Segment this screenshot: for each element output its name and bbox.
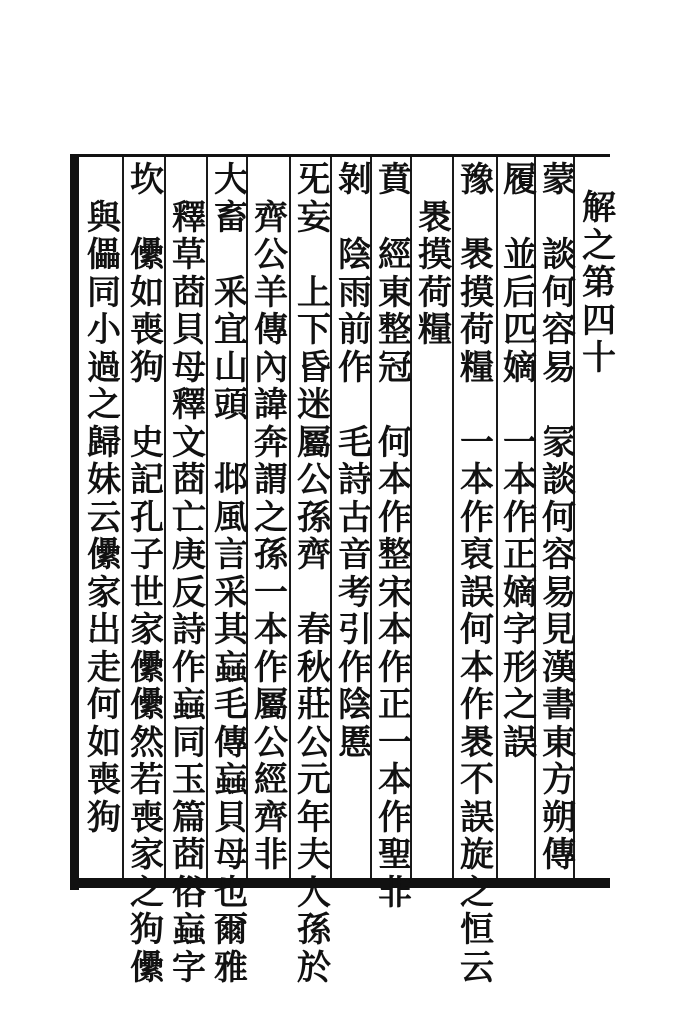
text-char: 玉 bbox=[172, 760, 206, 800]
text-char: 本 bbox=[378, 460, 412, 500]
text-char: 孫 bbox=[254, 535, 288, 575]
text-char: 摸 bbox=[418, 235, 452, 275]
text-char: 何 bbox=[87, 685, 121, 725]
text-char: 貝 bbox=[214, 797, 248, 838]
text-char: 一 bbox=[503, 422, 537, 463]
text-char: 一 bbox=[378, 722, 412, 763]
text-char: 狗 bbox=[130, 347, 164, 388]
text-char bbox=[413, 162, 457, 200]
text-char: 作 bbox=[460, 685, 494, 725]
text-char: 子 bbox=[130, 535, 164, 575]
text-char: 莊 bbox=[297, 685, 331, 725]
text-char: 傳 bbox=[214, 722, 248, 763]
text-char: 蝱 bbox=[172, 685, 206, 725]
heading-char: 之 bbox=[582, 225, 616, 266]
text-char: 儽 bbox=[130, 235, 164, 275]
text-char bbox=[249, 162, 293, 200]
text-char bbox=[209, 425, 253, 463]
text-char: 其 bbox=[214, 610, 248, 650]
text-char bbox=[209, 237, 253, 275]
text-char: 蝱 bbox=[172, 910, 206, 950]
text-char: 作 bbox=[378, 497, 412, 538]
text-char: 記 bbox=[130, 460, 164, 500]
text-char: 非 bbox=[254, 835, 288, 875]
text-char: 非 bbox=[378, 872, 412, 913]
text-column bbox=[82, 162, 126, 874]
text-char: 齊 bbox=[297, 535, 331, 575]
text-char: 云 bbox=[460, 947, 494, 988]
text-char: 陰 bbox=[338, 685, 372, 725]
text-char: 公 bbox=[297, 722, 331, 763]
text-char: 本 bbox=[503, 460, 537, 500]
text-char: 誤 bbox=[460, 572, 494, 613]
text-char: 妹 bbox=[87, 460, 121, 500]
text-char: 一 bbox=[460, 422, 494, 463]
text-char: 過 bbox=[87, 347, 121, 388]
text-char: 容 bbox=[542, 535, 576, 575]
text-char: 釆 bbox=[214, 272, 248, 313]
text-char: 見 bbox=[542, 610, 576, 650]
text-char: 狗 bbox=[87, 797, 121, 838]
text-char: 一 bbox=[254, 572, 288, 613]
text-char: 整 bbox=[378, 535, 412, 575]
text-char: 若 bbox=[130, 760, 164, 800]
text-char: 糧 bbox=[460, 347, 494, 388]
text-char: 俗 bbox=[172, 872, 206, 913]
text-char: 嫡 bbox=[503, 347, 537, 388]
text-char: 莔 bbox=[172, 835, 206, 875]
text-char: 字 bbox=[503, 610, 537, 650]
text-char bbox=[167, 162, 211, 200]
text-char: 正 bbox=[503, 535, 537, 575]
text-char: 儽 bbox=[130, 647, 164, 688]
text-char: 齊 bbox=[254, 197, 288, 238]
text-char: 匹 bbox=[503, 310, 537, 350]
text-column bbox=[537, 162, 581, 874]
text-column bbox=[455, 160, 499, 988]
text-char: 狗 bbox=[130, 910, 164, 950]
text-char: 本 bbox=[460, 647, 494, 688]
text-char: 齊 bbox=[254, 797, 288, 838]
text-char: 言 bbox=[214, 535, 248, 575]
text-char: 采 bbox=[214, 572, 248, 613]
text-char: 同 bbox=[87, 272, 121, 313]
text-char: 世 bbox=[130, 572, 164, 613]
text-char: 后 bbox=[503, 272, 537, 313]
text-char: 摸 bbox=[460, 272, 494, 313]
text-char: 詩 bbox=[172, 610, 206, 650]
text-char: 本 bbox=[378, 610, 412, 650]
text-char: 字 bbox=[172, 947, 206, 988]
text-char: 莔 bbox=[172, 460, 206, 500]
text-char: 元 bbox=[297, 760, 331, 800]
text-char bbox=[333, 200, 377, 238]
text-char: 作 bbox=[254, 647, 288, 688]
text-char: 本 bbox=[254, 610, 288, 650]
text-char: 雨 bbox=[338, 272, 372, 313]
text-char: 與 bbox=[87, 197, 121, 238]
text-char: 家 bbox=[130, 610, 164, 650]
text-char bbox=[333, 387, 377, 425]
text-char: 蝱 bbox=[214, 760, 248, 800]
text-char: 何 bbox=[542, 497, 576, 538]
text-char: 褁 bbox=[418, 197, 452, 238]
text-char: 何 bbox=[460, 610, 494, 650]
text-char: 孫 bbox=[297, 910, 331, 950]
text-char: 裒 bbox=[460, 535, 494, 575]
text-char: 大 bbox=[214, 160, 248, 200]
text-char: 前 bbox=[338, 310, 372, 350]
text-char: 蒙 bbox=[542, 160, 576, 200]
text-char: 詩 bbox=[338, 460, 372, 500]
text-char: 荷 bbox=[418, 272, 452, 313]
text-char: 喪 bbox=[130, 797, 164, 838]
text-char: 易 bbox=[542, 347, 576, 388]
text-char: 陰 bbox=[338, 235, 372, 275]
text-char: 褁 bbox=[460, 722, 494, 763]
text-char: 之 bbox=[254, 497, 288, 538]
text-char: 宜 bbox=[214, 310, 248, 350]
text-char: 儽 bbox=[130, 947, 164, 988]
text-char: 坎 bbox=[130, 160, 164, 200]
text-char: 公 bbox=[254, 722, 288, 763]
text-char: 談 bbox=[542, 460, 576, 500]
text-char: 蝱 bbox=[214, 647, 248, 688]
text-char: 春 bbox=[297, 610, 331, 650]
text-char: 年 bbox=[297, 797, 331, 838]
text-char: 妄 bbox=[297, 197, 331, 238]
text-char: 如 bbox=[87, 722, 121, 763]
text-char: 經 bbox=[378, 235, 412, 275]
text-char: 荷 bbox=[460, 310, 494, 350]
text-char: 秋 bbox=[297, 647, 331, 688]
text-char: 誤 bbox=[503, 722, 537, 763]
text-char: 之 bbox=[87, 385, 121, 425]
text-char: 亡 bbox=[172, 497, 206, 538]
text-char: 史 bbox=[130, 422, 164, 463]
heading-char: 解 bbox=[582, 188, 616, 228]
text-char: 作 bbox=[338, 647, 372, 688]
text-char: 並 bbox=[503, 235, 537, 275]
text-char: 作 bbox=[503, 497, 537, 538]
text-char: 賁 bbox=[378, 160, 412, 200]
text-char: 屬 bbox=[297, 422, 331, 463]
text-char: 人 bbox=[297, 872, 331, 913]
frame-left-border bbox=[70, 154, 79, 890]
text-char: 母 bbox=[214, 835, 248, 875]
text-char: 邶 bbox=[214, 460, 248, 500]
text-char: 風 bbox=[214, 497, 248, 538]
text-char: 文 bbox=[172, 422, 206, 463]
text-char: 何 bbox=[542, 272, 576, 313]
text-char: 旡 bbox=[297, 160, 331, 200]
text-char: 公 bbox=[297, 460, 331, 500]
text-char: 頭 bbox=[214, 385, 248, 425]
text-char: 庚 bbox=[172, 535, 206, 575]
text-char: 談 bbox=[542, 235, 576, 275]
text-char: 本 bbox=[460, 460, 494, 500]
text-char: 宋 bbox=[378, 572, 412, 613]
text-char: 豫 bbox=[460, 160, 494, 200]
text-char: 嫡 bbox=[503, 572, 537, 613]
text-char: 本 bbox=[378, 760, 412, 800]
text-char bbox=[455, 387, 499, 425]
text-char: 毛 bbox=[214, 685, 248, 725]
text-char: 山 bbox=[214, 347, 248, 388]
text-char: 反 bbox=[172, 572, 206, 613]
text-char: 喪 bbox=[87, 760, 121, 800]
text-char: 也 bbox=[214, 872, 248, 913]
text-char: 屬 bbox=[254, 685, 288, 725]
text-char: 奔 bbox=[254, 422, 288, 463]
text-char: 同 bbox=[172, 722, 206, 763]
text-char: 下 bbox=[297, 310, 331, 350]
text-char: 家 bbox=[87, 572, 121, 613]
text-char: 爾 bbox=[214, 910, 248, 950]
text-char: 傳 bbox=[254, 310, 288, 350]
text-column bbox=[125, 160, 169, 988]
text-char: 莔 bbox=[172, 272, 206, 313]
text-char: 孫 bbox=[297, 497, 331, 538]
text-char: 作 bbox=[338, 347, 372, 388]
text-column bbox=[413, 162, 457, 874]
text-char bbox=[455, 200, 499, 238]
text-char: 作 bbox=[172, 647, 206, 688]
heading-char: 四 bbox=[582, 300, 616, 341]
text-char: 不 bbox=[460, 760, 494, 800]
text-column bbox=[292, 160, 336, 988]
text-char: 冡 bbox=[542, 422, 576, 463]
text-char: 何 bbox=[378, 422, 412, 463]
text-char: 雅 bbox=[214, 947, 248, 988]
text-char: 作 bbox=[378, 647, 412, 688]
text-char: 羊 bbox=[254, 272, 288, 313]
text-char: 云 bbox=[87, 497, 121, 538]
text-column bbox=[167, 162, 211, 988]
text-char: 慝 bbox=[338, 722, 372, 763]
text-char: 書 bbox=[542, 685, 576, 725]
text-char: 經 bbox=[254, 760, 288, 800]
text-char: 引 bbox=[338, 610, 372, 650]
text-char bbox=[292, 237, 336, 275]
text-char: 冠 bbox=[378, 347, 412, 388]
text-char: 畜 bbox=[214, 197, 248, 238]
text-char: 出 bbox=[87, 610, 121, 650]
text-char: 作 bbox=[378, 797, 412, 838]
text-char: 家 bbox=[130, 835, 164, 875]
text-char: 剝 bbox=[338, 160, 372, 200]
heading-column bbox=[577, 190, 621, 902]
text-char: 諱 bbox=[254, 385, 288, 425]
text-char: 於 bbox=[297, 947, 331, 988]
text-char: 釋 bbox=[172, 385, 206, 425]
text-column bbox=[498, 162, 542, 874]
text-char: 履 bbox=[503, 160, 537, 200]
text-char: 孔 bbox=[130, 497, 164, 538]
text-char: 歸 bbox=[87, 422, 121, 463]
text-char: 方 bbox=[542, 760, 576, 800]
text-char: 上 bbox=[297, 272, 331, 313]
text-char: 草 bbox=[172, 235, 206, 275]
text-char: 之 bbox=[460, 872, 494, 913]
text-char: 謂 bbox=[254, 460, 288, 500]
text-char: 恒 bbox=[460, 910, 494, 950]
text-char: 誤 bbox=[460, 797, 494, 838]
text-char: 朔 bbox=[542, 797, 576, 838]
text-char: 釋 bbox=[172, 197, 206, 238]
text-char: 古 bbox=[338, 497, 372, 538]
text-char: 傳 bbox=[542, 835, 576, 875]
text-char: 糧 bbox=[418, 310, 452, 350]
text-char: 如 bbox=[130, 272, 164, 313]
text-char: 走 bbox=[87, 647, 121, 688]
text-char: 容 bbox=[542, 310, 576, 350]
text-char: 儽 bbox=[130, 685, 164, 725]
text-char bbox=[125, 387, 169, 425]
text-char: 之 bbox=[130, 872, 164, 913]
text-char: 音 bbox=[338, 535, 372, 575]
text-char: 毛 bbox=[338, 422, 372, 463]
text-char bbox=[292, 575, 336, 613]
text-char: 作 bbox=[460, 497, 494, 538]
text-char: 夫 bbox=[297, 835, 331, 875]
text-char: 之 bbox=[503, 685, 537, 725]
text-char: 儽 bbox=[87, 535, 121, 575]
text-char: 褁 bbox=[460, 235, 494, 275]
text-char: 迷 bbox=[297, 385, 331, 425]
text-char: 昏 bbox=[297, 347, 331, 388]
text-char: 小 bbox=[87, 310, 121, 350]
text-char: 旋 bbox=[460, 835, 494, 875]
text-char: 母 bbox=[172, 347, 206, 388]
text-char: 考 bbox=[338, 572, 372, 613]
text-column bbox=[373, 160, 417, 913]
text-char: 篇 bbox=[172, 797, 206, 838]
text-char: 喪 bbox=[130, 310, 164, 350]
text-char: 形 bbox=[503, 647, 537, 688]
text-char bbox=[125, 200, 169, 238]
text-char: 聖 bbox=[378, 835, 412, 875]
text-char: 貝 bbox=[172, 310, 206, 350]
text-char: 東 bbox=[378, 272, 412, 313]
text-char: 東 bbox=[542, 722, 576, 763]
text-char bbox=[82, 162, 126, 200]
heading-char: 第 bbox=[582, 263, 616, 303]
heading-char: 十 bbox=[582, 338, 616, 378]
text-char: 易 bbox=[542, 572, 576, 613]
text-char: 正 bbox=[378, 685, 412, 725]
text-char: 整 bbox=[378, 310, 412, 350]
text-char: 內 bbox=[254, 347, 288, 388]
text-char: 然 bbox=[130, 722, 164, 763]
text-column bbox=[209, 160, 253, 988]
text-char: 公 bbox=[254, 235, 288, 275]
text-char: 漢 bbox=[542, 647, 576, 688]
text-char: 儡 bbox=[87, 235, 121, 275]
frame-top-border bbox=[70, 154, 610, 157]
